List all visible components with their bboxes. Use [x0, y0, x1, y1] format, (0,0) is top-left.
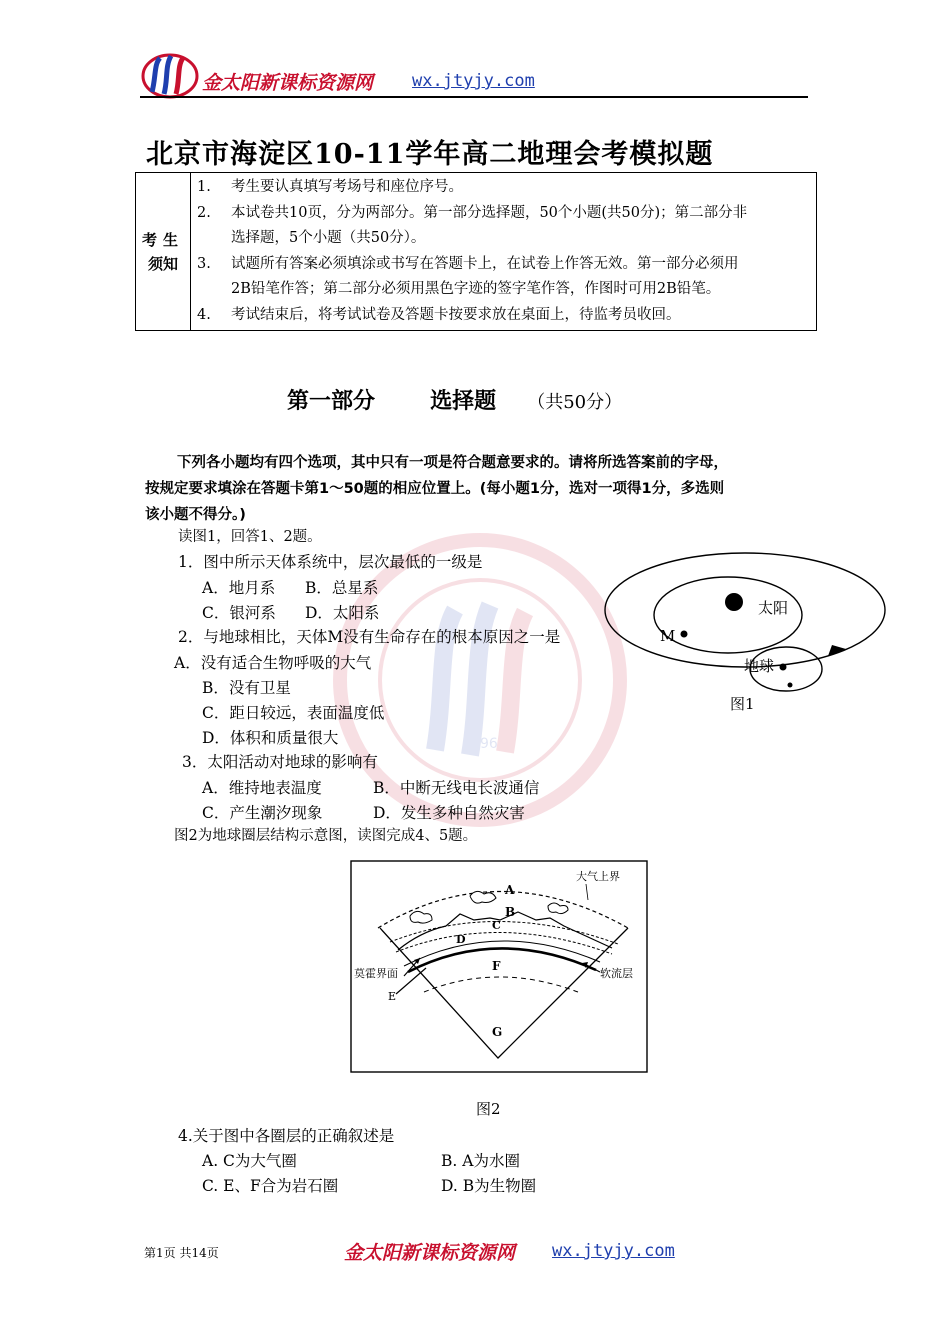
- fig2-label-a: A: [505, 883, 515, 897]
- fig2-asthenosphere-label: 软流层: [600, 967, 633, 980]
- instructions: 下列各小题均有四个选项，其中只有一项是符合题意要求的。请将所选答案前的字母， 按规定要求填涂在答题卡第1～50题的相应位置上。(每小题1分，选对一项得1分，多选则 该小题不得分。): [145, 455, 728, 523]
- watermark-year: 1996: [462, 736, 498, 752]
- q2-option-b[interactable]: B．没有卫星: [202, 679, 291, 697]
- earth-dot: [780, 664, 787, 671]
- q1-option-d[interactable]: D．太阳系: [305, 604, 380, 622]
- q2-option-d[interactable]: D．体积和质量很大: [202, 729, 339, 747]
- read-fig2: 图2为地球圈层结构示意图，读图完成4、5题。: [174, 828, 478, 844]
- planet-m-dot: [681, 631, 688, 638]
- footer-page-number: 第1页 共14页: [144, 1246, 219, 1260]
- notice-label-line1: 考生: [141, 230, 184, 249]
- q4-option-a[interactable]: A. C为大气圈: [202, 1152, 297, 1170]
- fig1-sun-label: 太阳: [758, 599, 789, 617]
- fig2-label-e: E: [388, 990, 397, 1003]
- section-score: （共50分）: [527, 392, 623, 413]
- q1-option-b[interactable]: B．总星系: [305, 579, 379, 597]
- footer-url[interactable]: wx.jtyjy.com: [552, 1241, 675, 1261]
- fig2-atm-top-label: 大气上界: [576, 870, 620, 883]
- notice-table: [135, 172, 817, 331]
- q3-option-c[interactable]: C．产生潮汐现象: [202, 804, 323, 822]
- fig2-label-d: D: [456, 933, 466, 946]
- q4-option-d[interactable]: D. B为生物圈: [441, 1177, 537, 1195]
- moon-dot: [788, 683, 793, 688]
- notice-item: 1. 考生要认真填写考场号和座位序号。: [197, 179, 463, 195]
- q3-option-b[interactable]: B．中断无线电长波通信: [373, 779, 540, 797]
- q2-stem: 2．与地球相比，天体M没有生命存在的根本原因之一是: [178, 628, 561, 646]
- fig2-caption: 图2: [476, 1100, 501, 1118]
- notice-item-cont: 选择题，5个小题（共50分）。: [231, 230, 426, 246]
- notice-item: 3. 试题所有答案必须填涂或书写在答题卡上，在试卷上作答无效。第一部分必须用: [197, 255, 739, 272]
- fig2-label-g: G: [492, 1025, 503, 1039]
- notice-items: [191, 173, 817, 331]
- notice-item: 4. 考试结束后，将考试试卷及答题卡按要求放在桌面上，待监考员收回。: [197, 306, 681, 323]
- q4-option-c[interactable]: C. E、F合为岩石圈: [202, 1177, 339, 1195]
- cloud-icon: [470, 891, 496, 903]
- section-part: 第一部分: [287, 389, 376, 414]
- footer: [140, 1236, 820, 1266]
- fig1-earth-label: 地球: [744, 657, 775, 675]
- q3-option-d[interactable]: D．发生多种自然灾害: [373, 804, 525, 822]
- figure-1-solar-system: [600, 545, 890, 725]
- section-heading: [287, 384, 622, 415]
- logo-icon: [140, 52, 200, 100]
- notice-label: [136, 173, 191, 331]
- fig2-label-b: B: [505, 905, 516, 919]
- q2-option-a[interactable]: A．没有适合生物呼吸的大气: [174, 654, 372, 672]
- q2-option-c[interactable]: C．距日较远，表面温度低: [202, 704, 385, 722]
- q4-option-b[interactable]: B. A为水圈: [441, 1152, 520, 1170]
- fig2-label-c: C: [492, 919, 501, 932]
- figure-2-earth-spheres: [350, 860, 650, 1076]
- fig1-caption: 图1: [730, 695, 755, 713]
- header-brand: 金太阳新课标资源网: [202, 72, 374, 94]
- notice-item-cont: 2B铅笔作答；第二部分必须用黑色字迹的签字笔作答，作图时可用2B铅笔。: [231, 281, 721, 297]
- sun-icon: [725, 593, 743, 611]
- header-rule: [140, 96, 808, 98]
- section-name: 选择题: [430, 389, 497, 414]
- q1-option-a[interactable]: A．地月系: [202, 579, 276, 597]
- q1-stem: 1．图中所示天体系统中，层次最低的一级是: [178, 553, 483, 571]
- header: [140, 52, 810, 100]
- q3-option-a[interactable]: A．维持地表温度: [202, 779, 322, 797]
- footer-brand: 金太阳新课标资源网: [344, 1242, 516, 1264]
- fig2-label-f: F: [492, 959, 501, 973]
- notice-label-line2: 须知: [147, 254, 178, 273]
- fig1-m-label: M: [660, 627, 676, 645]
- notice-item: 2. 本试卷共10页，分为两部分。第一部分选择题，50个小题(共50分)；第二部分非: [197, 204, 748, 221]
- page-title: 北京市海淀区10-11学年高二地理会考模拟题: [146, 139, 714, 170]
- header-url[interactable]: wx.jtyjy.com: [412, 71, 535, 91]
- q4-stem: 4.关于图中各圈层的正确叙述是: [178, 1127, 395, 1145]
- q3-stem: 3．太阳活动对地球的影响有: [182, 753, 378, 771]
- read-fig1: 读图1，回答1、2题。: [178, 529, 322, 545]
- fig2-moho-label: 莫霍界面: [354, 967, 398, 980]
- q1-option-c[interactable]: C．银河系: [202, 604, 276, 622]
